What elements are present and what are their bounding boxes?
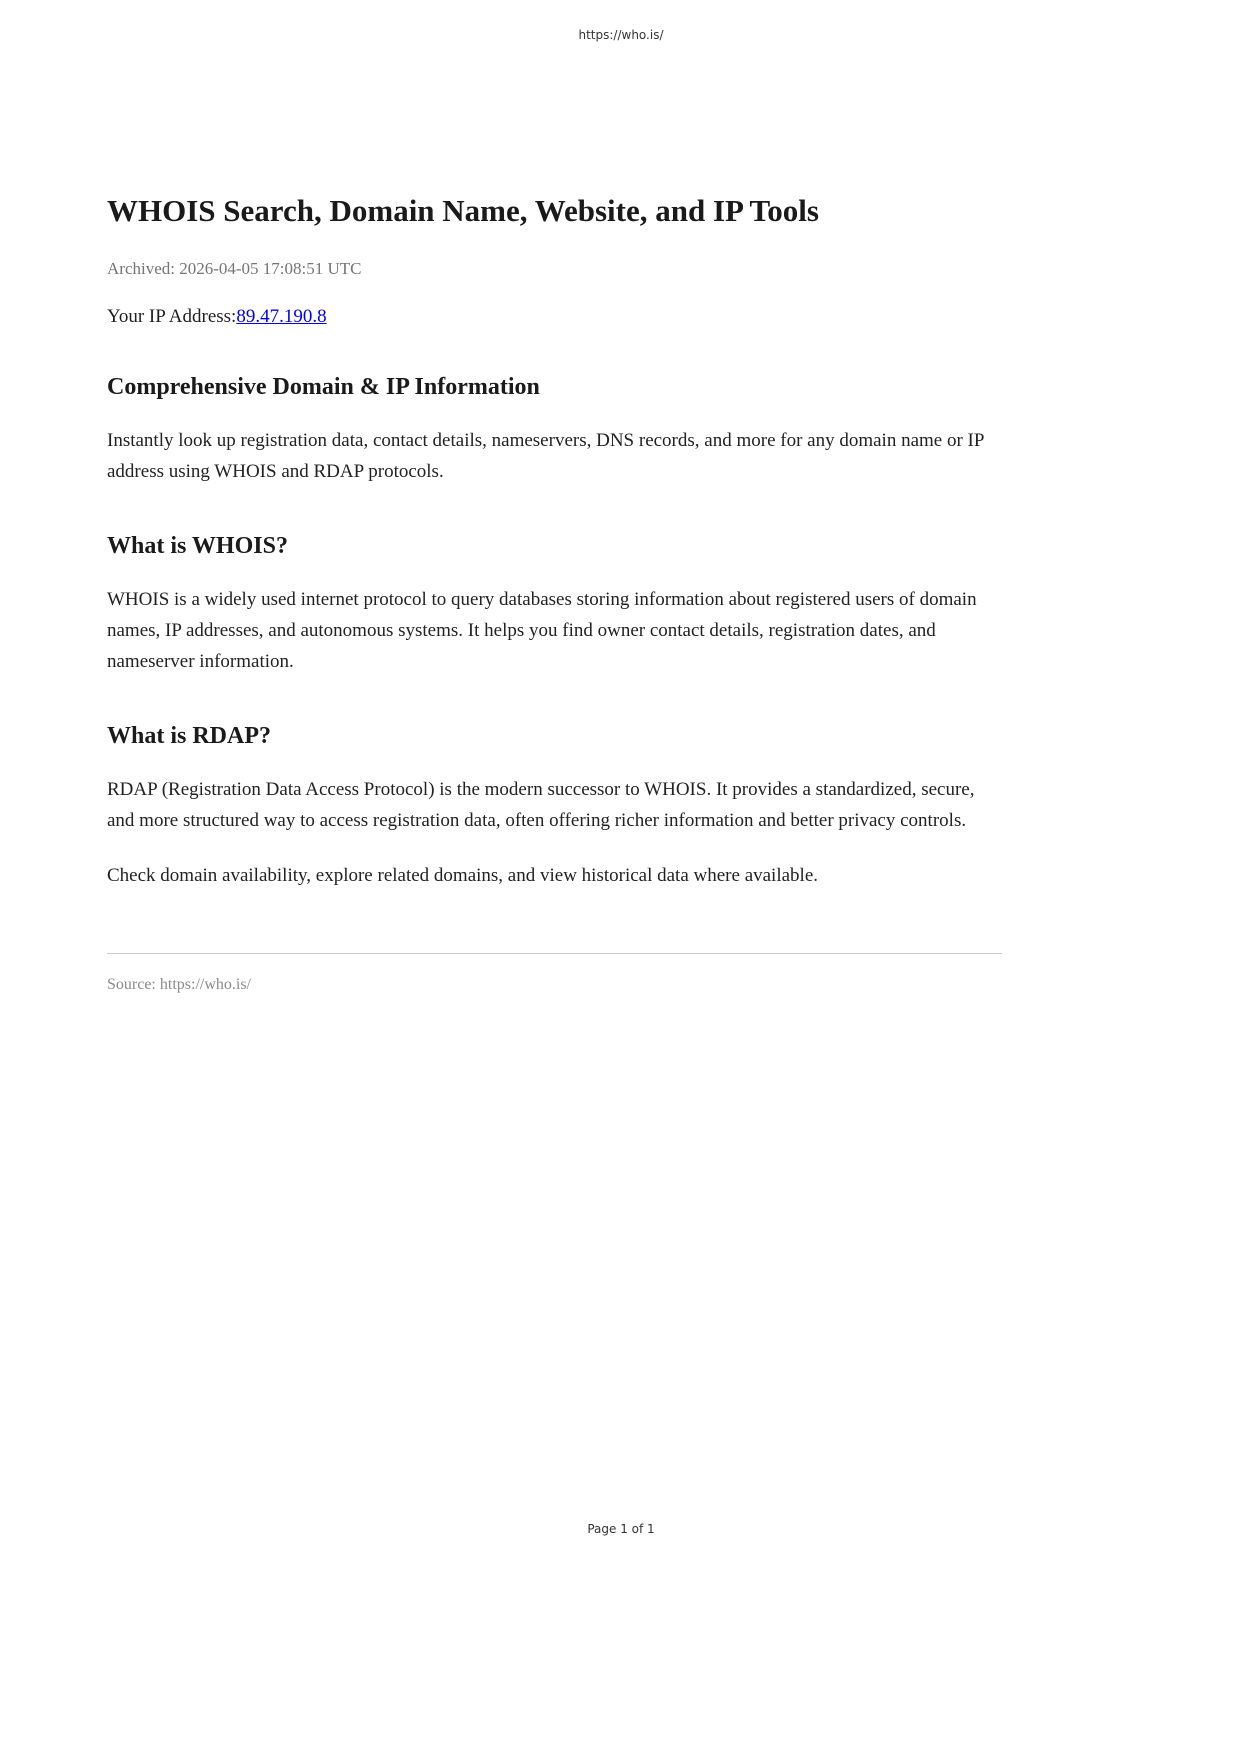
section-heading-what-is-whois: What is WHOIS?	[107, 533, 288, 560]
section-paragraph-what-is-rdap: RDAP (Registration Data Access Protocol) is the modern successor to WHOIS. It provides a standardized, secure, and more structured way to access registration data, often offering richer information and better privacy controls.	[107, 779, 975, 832]
page-number: Page 1 of 1	[587, 1522, 655, 1536]
source-url: Source: https://who.is/	[107, 976, 251, 994]
section-heading-domain-ip-info: Comprehensive Domain & IP Information	[107, 374, 540, 401]
ip-address-line	[107, 306, 1002, 328]
footer-divider	[107, 953, 1002, 954]
archived-timestamp: Archived: 2026-04-05 17:08:51 UTC	[107, 259, 362, 279]
section-paragraph-check-availability: Check domain availability, explore related domains, and view historical data where available.	[107, 865, 819, 887]
page-title: WHOIS Search, Domain Name, Website, and IP Tools	[107, 193, 819, 228]
ip-address-link[interactable]: 89.47.190.8	[236, 306, 327, 328]
section-paragraph-what-is-whois: WHOIS is a widely used internet protocol to query databases storing information about registered users of domain names, IP addresses, and autonomous systems. It helps you find owner contact details, registration dates, and nameserver information.	[107, 589, 977, 673]
section-heading-what-is-rdap: What is RDAP?	[107, 723, 272, 750]
print-header-url: https://who.is/	[578, 28, 664, 42]
section-paragraph-domain-ip-info: Instantly look up registration data, contact details, nameservers, DNS records, and more for any domain name or IP address using WHOIS and RDAP protocols.	[107, 430, 984, 483]
article-content	[107, 0, 1002, 994]
ip-address-label: Your IP Address:	[107, 306, 237, 328]
